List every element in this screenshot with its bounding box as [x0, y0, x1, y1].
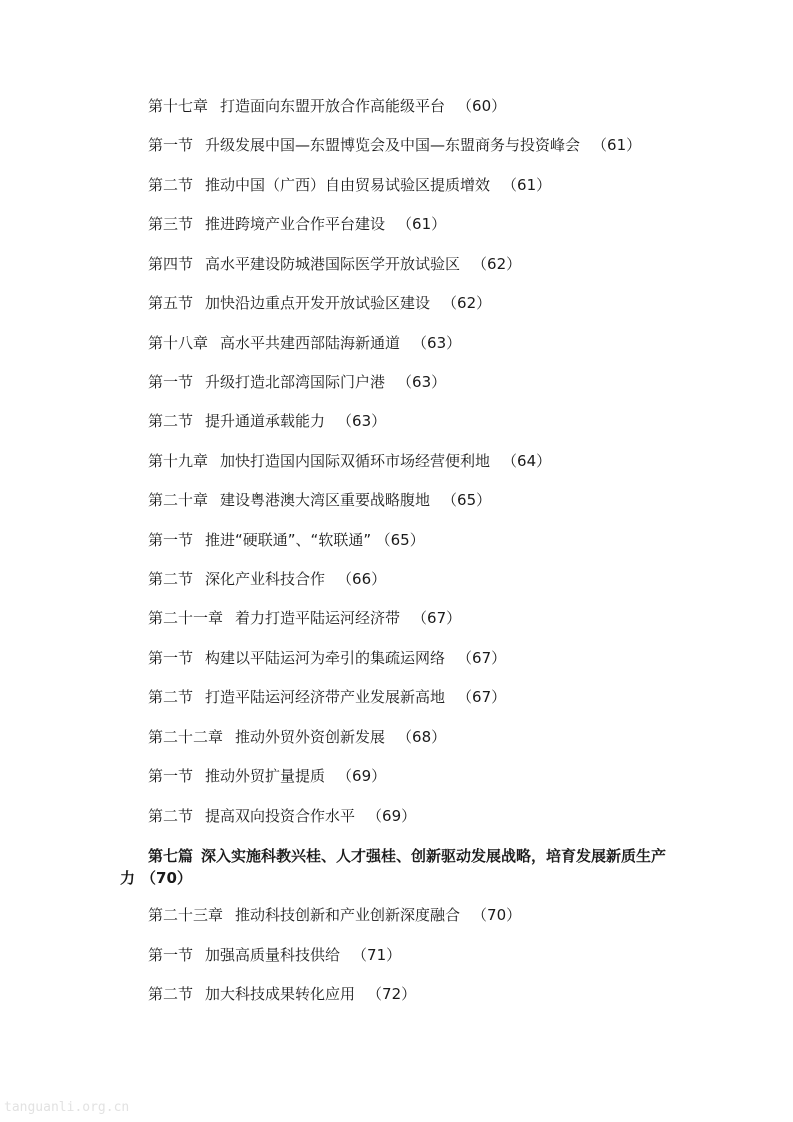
- toc-entry: [148, 727, 446, 747]
- toc-entry-label: 第一节: [148, 373, 194, 391]
- toc-entry-label: 第三节: [148, 215, 194, 233]
- toc-entry-label: 第二十二章: [148, 728, 224, 746]
- toc-entry: [148, 530, 425, 550]
- toc-entry-title: 着力打造平陆运河经济带: [235, 609, 401, 627]
- toc-entry-page: （63）: [412, 334, 462, 352]
- toc-part-title: 深入实施科教兴桂、人才强桂、创新驱动发展战略，培育发展新质生产力: [120, 847, 667, 887]
- toc-entry: [148, 648, 506, 668]
- toc-entry-title: 升级发展中国—东盟博览会及中国—东盟商务与投资峰会: [205, 136, 581, 154]
- toc-entry-label: 第二节: [148, 570, 194, 588]
- toc-entry-title: 建设粤港澳大湾区重要战略腹地: [220, 491, 431, 509]
- toc-entry-label: 第二十三章: [148, 906, 224, 924]
- toc-entry: [148, 333, 461, 353]
- toc-part-label: 第七篇: [148, 847, 194, 865]
- toc-entry-label: 第二十章: [148, 491, 209, 509]
- toc-entry-page: （67）: [412, 609, 462, 627]
- toc-entry-page: （69）: [337, 767, 387, 785]
- toc-entry-title: 推动外贸外资创新发展: [235, 728, 386, 746]
- toc-entry: [148, 569, 386, 589]
- toc-entry-title: 推进“硬联通”、“软联通”: [205, 531, 372, 549]
- toc-entry-label: 第二节: [148, 176, 194, 194]
- toc-entry-page: （67）: [457, 688, 507, 706]
- toc-entry-label: 第一节: [148, 767, 194, 785]
- toc-entry-page: （63）: [397, 373, 447, 391]
- toc-entry-page: （65）: [442, 491, 492, 509]
- toc-entry: [148, 945, 401, 965]
- toc-entry: [148, 905, 521, 925]
- toc-entry-page: （64）: [502, 452, 552, 470]
- toc-entry: [148, 254, 521, 274]
- toc-entry-page: （69）: [367, 807, 417, 825]
- toc-entry-label: 第一节: [148, 136, 194, 154]
- toc-entry: [148, 451, 551, 471]
- toc-entry-label: 第一节: [148, 946, 194, 964]
- toc-entry: [148, 608, 461, 628]
- toc-entry: [148, 214, 446, 234]
- toc-entry-title: 推动中国（广西）自由贸易试验区提质增效: [205, 176, 491, 194]
- watermark: tanguanli.org.cn: [4, 1100, 130, 1115]
- toc-entry-label: 第十九章: [148, 452, 209, 470]
- toc-entry-label: 第一节: [148, 649, 194, 667]
- toc-entry-title: 打造面向东盟开放合作高能级平台: [220, 97, 446, 115]
- toc-entry-page: （62）: [472, 255, 522, 273]
- toc-entry-page: （61）: [502, 176, 552, 194]
- toc-entry-title: 高水平建设防城港国际医学开放试验区: [205, 255, 461, 273]
- toc-entry-label: 第十八章: [148, 334, 209, 352]
- toc-entry-title: 构建以平陆运河为牵引的集疏运网络: [205, 649, 446, 667]
- toc-entry: [148, 175, 551, 195]
- toc-entry-label: 第十七章: [148, 97, 209, 115]
- toc-entry-title: 推动科技创新和产业创新深度融合: [235, 906, 461, 924]
- toc-entry: [148, 293, 491, 313]
- toc-entry-title: 加大科技成果转化应用: [205, 985, 356, 1003]
- toc-entry-title: 加强高质量科技供给: [205, 946, 341, 964]
- toc-entry-label: 第一节: [148, 531, 194, 549]
- toc-entry-title: 深化产业科技合作: [205, 570, 326, 588]
- toc-entry-page: （66）: [337, 570, 387, 588]
- toc-entry-page: （63）: [337, 412, 387, 430]
- toc-entry: [148, 411, 386, 431]
- toc-entry-page: （61）: [592, 136, 642, 154]
- toc-entry: [148, 984, 416, 1004]
- toc-entry-label: 第四节: [148, 255, 194, 273]
- toc-part-heading: [120, 845, 680, 889]
- toc-entry-title: 打造平陆运河经济带产业发展新高地: [205, 688, 446, 706]
- toc-entry-title: 加快打造国内国际双循环市场经营便利地: [220, 452, 491, 470]
- toc-entry-page: （68）: [397, 728, 447, 746]
- toc-entry-label: 第二十一章: [148, 609, 224, 627]
- toc-entry: [148, 96, 506, 116]
- toc-entry-page: （67）: [457, 649, 507, 667]
- toc-entry-label: 第五节: [148, 294, 194, 312]
- toc-entry-page: （70）: [472, 906, 522, 924]
- toc-entry: [148, 372, 446, 392]
- toc-entry-label: 第二节: [148, 807, 194, 825]
- toc-entry-title: 推动外贸扩量提质: [205, 767, 326, 785]
- toc-entry-label: 第二节: [148, 688, 194, 706]
- toc-entry-title: 加快沿边重点开发开放试验区建设: [205, 294, 431, 312]
- toc-entry: [148, 490, 491, 510]
- toc-entry: [148, 135, 641, 155]
- toc-entry-page: （71）: [352, 946, 402, 964]
- toc-entry-label: 第二节: [148, 412, 194, 430]
- toc-entry-title: 提升通道承载能力: [205, 412, 326, 430]
- toc-entry-page: （62）: [442, 294, 492, 312]
- toc-entry: [148, 806, 416, 826]
- toc-entry-title: 推进跨境产业合作平台建设: [205, 215, 386, 233]
- toc-entry-title: 高水平共建西部陆海新通道: [220, 334, 401, 352]
- toc-entry-page: （61）: [397, 215, 447, 233]
- toc-entry-page: （60）: [457, 97, 507, 115]
- toc-entry-label: 第二节: [148, 985, 194, 1003]
- toc-entry-title: 升级打造北部湾国际门户港: [205, 373, 386, 391]
- toc-entry-page: （72）: [367, 985, 417, 1003]
- toc-entry: [148, 766, 386, 786]
- toc-entry-page: （65）: [383, 531, 425, 549]
- toc-part-page: （70）: [141, 869, 192, 887]
- toc-entry: [148, 687, 506, 707]
- toc-entry-title: 提高双向投资合作水平: [205, 807, 356, 825]
